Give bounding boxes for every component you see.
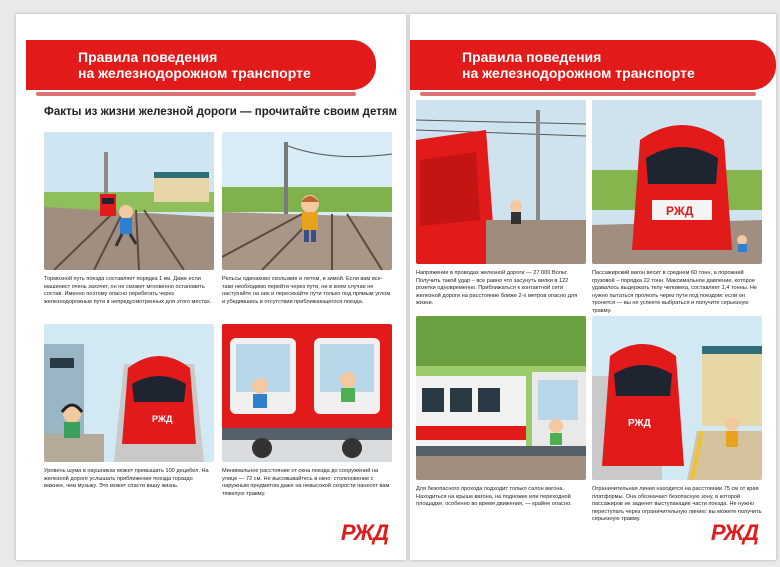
svg-text:РЖД: РЖД: [666, 204, 694, 218]
svg-text:РЖД: РЖД: [628, 418, 651, 429]
illustration-kids-on-platform: [592, 316, 762, 480]
banner-title-line-2: на железнодорожном транспорте: [78, 65, 311, 81]
rzd-logo: РЖД: [340, 520, 388, 545]
fact-card-wagon-weight: [592, 100, 762, 316]
illustration-boy-on-train-roof: [416, 100, 586, 264]
banner-title-line-1: Правила поведения: [462, 49, 602, 65]
fact-caption: Ограничительная линия находится на расстоянии 75 см от края платформы. Она обозначает безопасную зону, в которой пассажиров не заденет выступающие части поезда. Не нужно переступать через ограничительную линию: вы можете получить серьезную травму.: [592, 486, 762, 523]
fact-card-window-distance: [222, 324, 392, 498]
fact-card-safe-passage: [416, 316, 586, 509]
fact-card-headphones: [44, 324, 214, 491]
illustration-boy-with-headphones: [44, 324, 214, 462]
banner-title-line-1: Правила поведения: [78, 49, 218, 65]
fact-caption: Для безопасного прохода подходит только салон вагона. Находиться на крыше вагона, на подножке или переходной площадке, особенно во время движения, — крайне опасно.: [416, 486, 572, 508]
fact-card-overhead-voltage: [416, 100, 586, 308]
banner-title-line-2: на железнодорожном транспорте: [462, 65, 695, 81]
fact-caption: Тормозной путь поезда составляет порядка 1 км. Даже если машинист очень захочет, он не сможет мгновенно остановить состав. Именно поэтому опасно перебегать через железнодорожные пути в непредусмотренных для этого местах.: [44, 276, 212, 305]
illustration-kids-in-train-windows: [222, 324, 392, 462]
banner-swoosh: [36, 92, 356, 96]
illustration-kids-between-wagons: [416, 316, 586, 480]
svg-text:РЖД: РЖД: [152, 414, 173, 424]
poster-page-right: [410, 14, 776, 560]
fact-caption: Минимальное расстояние от окна поезда до сооружений на улице — 72 см. Не высовывайтесь в окно: столкновение с наружным предметом даже на невысокой скорости нанесет вам тяжелую травму.: [222, 468, 390, 497]
fact-card-braking: [44, 132, 214, 306]
rzd-logo: РЖД: [710, 520, 758, 545]
fact-caption: Уровень шума в наушниках может превышать 100 децибел. На железной дороге услышать приближение поезда гораздо важнее, чем музыку. Это может спасти вашу жизнь.: [44, 468, 209, 490]
title-banner: [26, 40, 376, 90]
title-banner: [410, 40, 776, 90]
poster-page-left: [16, 14, 406, 560]
fact-caption: Напряжение в проводах железной дороги — 27 000 Вольт. Получить такой удар – все равно что засунуть вилки в 122 розетки одновременно. Приближаться к контактной сети железной дороги на расстояние ближе 2-х метров опасно для жизни.: [416, 270, 578, 307]
fact-caption: Рельсы одинаково скользкие и летом, и зимой. Если вам все-таки необходимо перейти через пути, ни в коем случае не наступайте на них и пересекайте пути только под прямым углом и убедившись в отсутствии приближающегося поезда.: [222, 276, 391, 305]
banner-swoosh: [420, 92, 756, 96]
fact-card-slippery-rails: [222, 132, 392, 306]
page-subtitle: Факты из жизни железной дороги — прочитайте своим детям: [44, 106, 398, 118]
illustration-train-approaching: [592, 100, 762, 264]
illustration-boy-on-rails: [222, 132, 392, 270]
fact-card-platform-line: [592, 316, 762, 524]
illustration-boy-running-across-tracks: [44, 132, 214, 270]
fact-caption: Пассажирский вагон весит в среднем 60 тонн, а порожний грузовой – порядка 22 тонн. Максимальное давление, которое удавалось выдержать телу человека, составляет 1,4 тонны. Не нужно пытаться пролезть через пути под поездом: если он тронется — вы не успеете выбраться и получите серьезную травму.: [592, 270, 758, 314]
